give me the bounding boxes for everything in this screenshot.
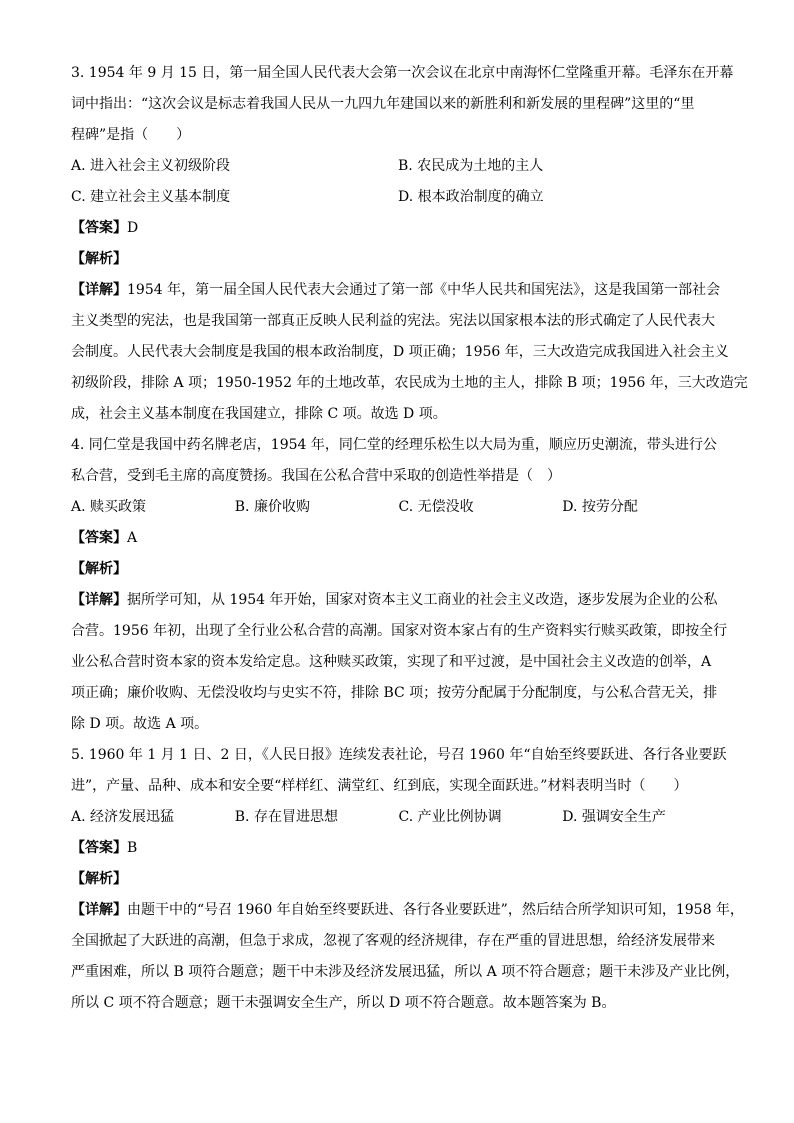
question-5-option-d: D. 强调安全生产 bbox=[562, 809, 666, 825]
question-3-option-d: D. 根本政治制度的确立 bbox=[398, 189, 544, 205]
question-4-detail-line-2: 合营。1956 年初，出现了全行业公私合营的高潮。国家对资本家占有的生产资料实行赎买政策，即按全行 bbox=[71, 623, 728, 639]
question-3-answer bbox=[71, 213, 726, 244]
question-5-option-b: B. 存在冒进思想 bbox=[234, 809, 338, 825]
question-4-options bbox=[71, 492, 726, 523]
answer-label: 【答案】 bbox=[71, 220, 127, 236]
question-3-analysis-label: 【解析】 bbox=[71, 251, 127, 267]
question-4-detail-line-3: 业公私合营时资本家的资本发给定息。这种赎买政策，实现了和平过渡，是中国社会主义改造的创举，A bbox=[71, 654, 712, 670]
question-3-options-row-2 bbox=[71, 182, 726, 213]
question-4-stem-line-2: 私合营，受到毛主席的高度赞扬。我国在公私合营中采取的创造性举措是（ ） bbox=[71, 468, 561, 484]
question-3-option-c: C. 建立社会主义基本制度 bbox=[71, 189, 231, 205]
question-4-analysis-label: 【解析】 bbox=[71, 561, 127, 577]
question-3-option-b: B. 农民成为土地的主人 bbox=[398, 158, 544, 174]
question-4-option-d: D. 按劳分配 bbox=[562, 499, 638, 515]
question-3-stem-line-1: 3. 1954 年 9 月 15 日，第一届全国人民代表大会第一次会议在北京中南海怀仁堂隆重开幕。毛泽东在开幕 bbox=[71, 65, 734, 81]
detail-text: 由题干中的“号召 1960 年自始至终要跃进、各行各业要跃进”，然后结合所学知识可知，1958 年， bbox=[127, 902, 744, 918]
question-3-detail-line-3: 会制度。人民代表大会制度是我国的根本政治制度，D 项正确；1956 年，三大改造完成我国进入社会主义 bbox=[71, 344, 729, 360]
detail-text: 1954 年，第一届全国人民代表大会通过了第一部《中华人民共和国宪法》，这是我国第一部社会 bbox=[127, 282, 721, 298]
question-5-stem-line-1: 5. 1960 年 1 月 1 日、2 日，《人民日报》连续发表社论，号召 1960 年“自始至终要跃进、各行各业要跃 bbox=[71, 747, 727, 763]
detail-label: 【详解】 bbox=[71, 592, 127, 608]
question-4-detail-line-5: 除 D 项。故选 A 项。 bbox=[71, 716, 209, 732]
question-3-detail-line-2: 主义类型的宪法，也是我国第一部真正反映人民利益的宪法。宪法以国家根本法的形式确定了人民代表大 bbox=[71, 313, 715, 329]
question-3 bbox=[71, 58, 748, 430]
question-5-detail-line-4: 所以 C 项不符合题意；题干未强调安全生产，所以 D 项不符合题意。故本题答案为 B。 bbox=[71, 995, 616, 1011]
question-4-stem-line-1: 4. 同仁堂是我国中药名牌老店，1954 年，同仁堂的经理乐松生以大局为重，顺应历史潮流，带头进行公 bbox=[71, 437, 717, 453]
question-3-option-a: A. 进入社会主义初级阶段 bbox=[71, 158, 231, 174]
question-5-detail-line-2: 全国掀起了大跃进的高潮，但急于求成，忽视了客观的经济规律，存在严重的冒进思想，给经济发展带来 bbox=[71, 933, 715, 949]
question-3-detail-line-1 bbox=[71, 275, 726, 306]
question-3-detail-line-4: 初级阶段，排除 A 项；1950-1952 年的土地改革，农民成为土地的主人，排除 B 项；1956 年，三大改造完 bbox=[71, 375, 748, 391]
question-4-detail-line-4: 项正确；廉价收购、无偿没收均与史实不符，排除 BC 项；按劳分配属于分配制度，与公私合营无关，排 bbox=[71, 685, 718, 701]
answer-label: 【答案】 bbox=[71, 530, 127, 546]
question-5-options bbox=[71, 802, 726, 833]
question-5-detail-line-3: 严重困难，所以 B 项符合题意；题干中未涉及经济发展迅猛，所以 A 项不符合题意；题干未涉及产业比例， bbox=[71, 964, 740, 980]
detail-text: 据所学可知，从 1954 年开始，国家对资本主义工商业的社会主义改造，逐步发展为企业的公私 bbox=[127, 592, 718, 608]
question-4-option-b: B. 廉价收购 bbox=[234, 499, 310, 515]
document-page bbox=[71, 58, 748, 1019]
question-4-detail-line-1 bbox=[71, 585, 726, 616]
question-3-stem-line-2: 词中指出：“这次会议是标志着我国人民从一九四九年建国以来的新胜利和新发展的里程碑”这里的“里 bbox=[71, 96, 695, 112]
question-5-detail-line-1 bbox=[71, 895, 744, 926]
question-3-detail-line-5: 成，社会主义基本制度在我国建立，排除 C 项。故选 D 项。 bbox=[71, 406, 447, 422]
question-3-stem-line-3: 程碑”是指（ ） bbox=[71, 127, 191, 143]
question-5-analysis-label: 【解析】 bbox=[71, 871, 127, 887]
detail-label: 【详解】 bbox=[71, 902, 127, 918]
question-4-answer bbox=[71, 523, 726, 554]
answer-label: 【答案】 bbox=[71, 840, 127, 856]
question-5-stem-line-2: 进”，产量、品种、成本和安全要“样样红、满堂红、红到底，实现全面跃进。”材料表明当时（ ） bbox=[71, 778, 688, 794]
question-3-options-row-1 bbox=[71, 151, 726, 182]
question-4 bbox=[71, 430, 726, 740]
question-5 bbox=[71, 740, 744, 1019]
question-5-answer bbox=[71, 833, 726, 864]
question-4-option-c: C. 无偿没收 bbox=[398, 499, 474, 515]
answer-value: D bbox=[127, 220, 139, 236]
detail-label: 【详解】 bbox=[71, 282, 127, 298]
question-5-option-c: C. 产业比例协调 bbox=[398, 809, 502, 825]
question-5-option-a: A. 经济发展迅猛 bbox=[71, 809, 175, 825]
answer-value: B bbox=[127, 840, 138, 856]
answer-value: A bbox=[127, 530, 138, 546]
question-4-option-a: A. 赎买政策 bbox=[71, 499, 147, 515]
